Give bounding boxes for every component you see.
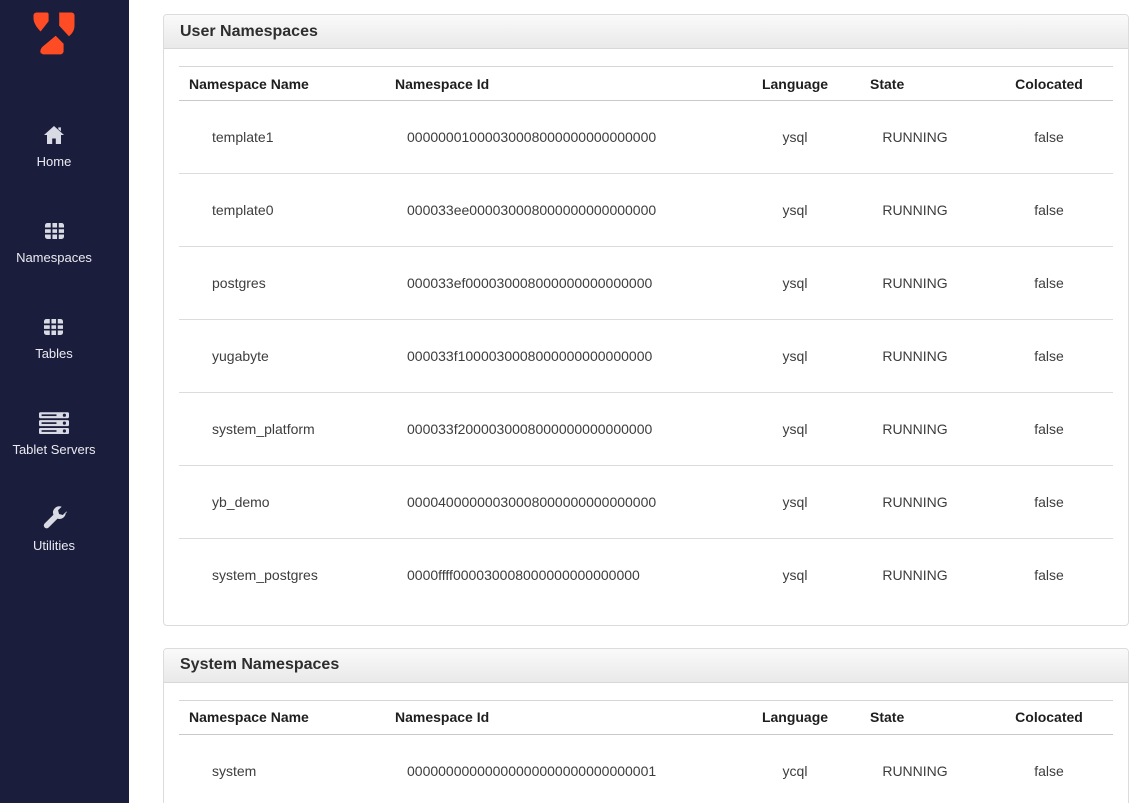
sidebar-nav <box>0 122 108 553</box>
table-row <box>179 393 1113 466</box>
column-header-colocated: Colocated <box>985 67 1113 101</box>
main-content <box>163 0 1129 803</box>
cell-language: ycql <box>782 762 808 779</box>
cell-language: ysql <box>745 320 845 393</box>
cell-namespace-name: postgres <box>179 247 385 320</box>
table-header-row <box>179 67 1113 101</box>
grid-icon <box>41 314 66 340</box>
cell-state: RUNNING <box>882 129 948 145</box>
sidebar-item-label: Tablet Servers <box>12 442 96 457</box>
sidebar-item-label: Tables <box>35 346 73 361</box>
table-row <box>179 466 1113 539</box>
sidebar-item-label: Home <box>36 154 72 169</box>
panel-body <box>164 49 1128 625</box>
cell-language: ysql <box>745 247 845 320</box>
column-header-colocated: Colocated <box>985 700 1113 734</box>
sidebar-item-label: Utilities <box>33 538 75 553</box>
cell-language: ysql <box>745 539 845 612</box>
column-header-state: State <box>845 700 985 734</box>
cell-language: ysql <box>745 466 845 539</box>
yugabyte-logo[interactable] <box>32 11 76 62</box>
cell-language: ysql <box>745 393 845 466</box>
grid-icon <box>42 218 67 244</box>
cell-namespace-id: 0000ffff000030008000000000000000 <box>385 539 745 612</box>
cell-namespace-name: system_platform <box>179 393 385 466</box>
cell-language: ysql <box>745 174 845 247</box>
sidebar-item-tablet-servers[interactable] <box>12 410 95 457</box>
home-icon <box>42 122 66 148</box>
cell-namespace-name: system <box>212 762 257 779</box>
system-namespaces-panel <box>163 648 1129 803</box>
cell-namespace-name: template1 <box>212 129 274 145</box>
cell-namespace-name: yb_demo <box>179 466 385 539</box>
panel-title: System Namespaces <box>164 649 1128 683</box>
panel-title: User Namespaces <box>164 15 1128 49</box>
sidebar-item-namespaces[interactable] <box>16 218 92 265</box>
table-row <box>179 247 1113 320</box>
column-header-language: Language <box>745 700 845 734</box>
cell-namespace-id: 000033ef000030008000000000000000 <box>385 247 745 320</box>
column-header-namespace-name: Namespace Name <box>179 700 385 734</box>
user-namespaces-panel <box>163 14 1129 626</box>
cell-namespace-id: 000033f1000030008000000000000000 <box>385 320 745 393</box>
cell-colocated: false <box>985 174 1113 247</box>
wrench-icon <box>41 506 68 532</box>
user-namespaces-table <box>179 66 1113 612</box>
column-header-state: State <box>845 67 985 101</box>
table-row <box>179 174 1113 247</box>
cell-namespace-id: 00000000000000000000000000000001 <box>407 762 657 779</box>
sidebar-item-label: Namespaces <box>16 250 92 265</box>
cell-colocated: false <box>1034 129 1064 145</box>
sidebar-item-home[interactable] <box>37 122 72 169</box>
table-row <box>179 734 1113 803</box>
cell-colocated: false <box>985 320 1113 393</box>
cell-language: ysql <box>782 129 808 145</box>
system-namespaces-table <box>179 700 1113 803</box>
yugabyte-logo-icon <box>32 44 76 61</box>
cell-namespace-name: system_postgres <box>179 539 385 612</box>
sidebar-item-utilities[interactable] <box>33 506 75 553</box>
column-header-language: Language <box>745 67 845 101</box>
sidebar-content <box>0 0 108 553</box>
cell-state: RUNNING <box>845 466 985 539</box>
cell-state: RUNNING <box>845 393 985 466</box>
cell-colocated: false <box>985 466 1113 539</box>
cell-namespace-id: 000033ee000030008000000000000000 <box>385 174 745 247</box>
panel-body <box>164 683 1128 803</box>
cell-colocated: false <box>985 393 1113 466</box>
cell-colocated: false <box>985 247 1113 320</box>
cell-namespace-name: yugabyte <box>179 320 385 393</box>
cell-namespace-id: 000033f2000030008000000000000000 <box>385 393 745 466</box>
cell-namespace-id: 00004000000030008000000000000000 <box>385 466 745 539</box>
cell-namespace-id: 00000001000030008000000000000000 <box>407 129 657 145</box>
cell-namespace-name: template0 <box>179 174 385 247</box>
cell-colocated: false <box>985 539 1113 612</box>
table-header-row <box>179 700 1113 734</box>
column-header-namespace-id: Namespace Id <box>385 67 745 101</box>
table-row <box>179 320 1113 393</box>
table-row <box>179 101 1113 174</box>
cell-state: RUNNING <box>845 174 985 247</box>
column-header-namespace-id: Namespace Id <box>385 700 745 734</box>
cell-colocated: false <box>1034 762 1064 779</box>
cell-state: RUNNING <box>882 762 948 779</box>
table-row <box>179 539 1113 612</box>
column-header-namespace-name: Namespace Name <box>179 67 385 101</box>
cell-state: RUNNING <box>845 539 985 612</box>
sidebar-item-tables[interactable] <box>35 314 73 361</box>
cell-state: RUNNING <box>845 320 985 393</box>
cell-state: RUNNING <box>845 247 985 320</box>
sidebar <box>0 0 129 803</box>
servers-icon <box>38 410 71 436</box>
